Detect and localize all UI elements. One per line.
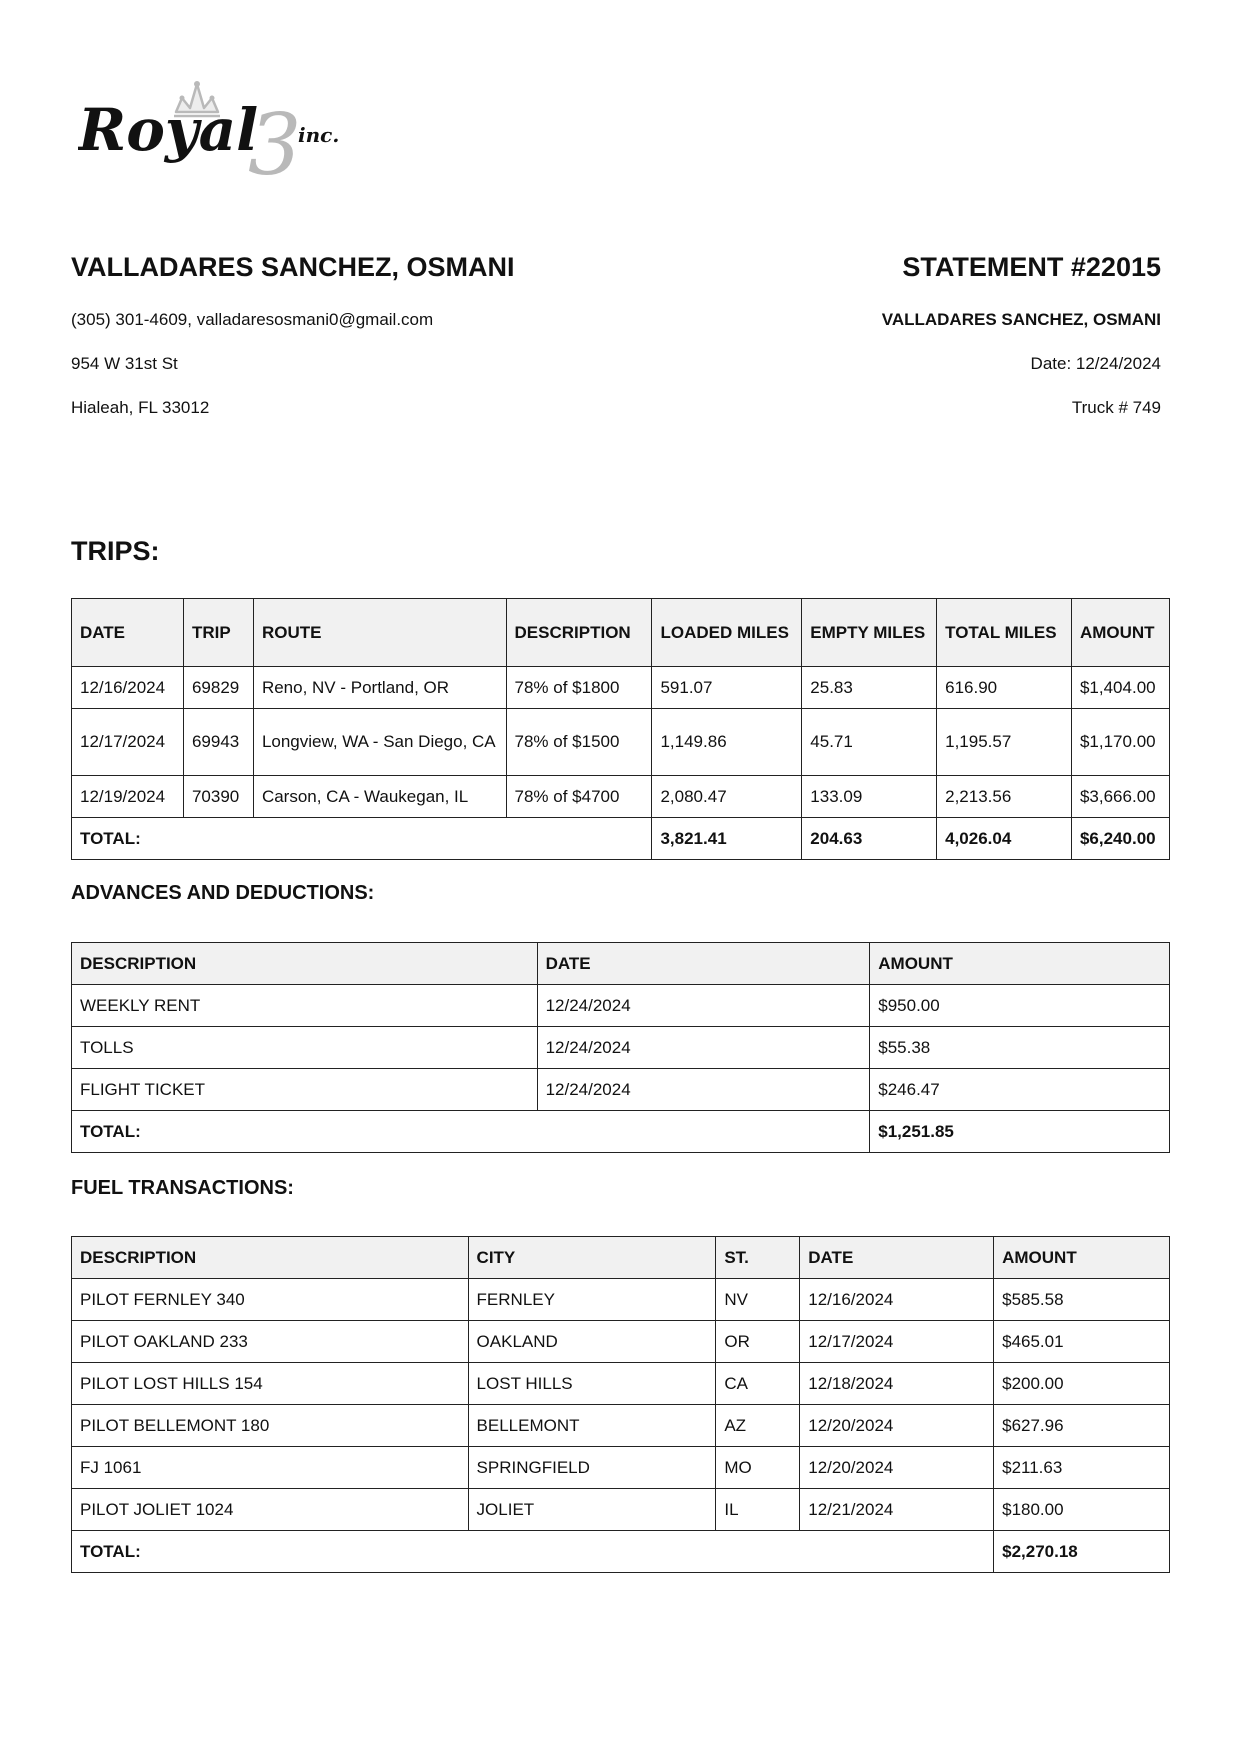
table-cell: 78% of $1800: [506, 667, 652, 709]
table-cell: OAKLAND: [468, 1321, 716, 1363]
table-cell: $1,170.00: [1071, 709, 1169, 776]
table-row: [72, 1321, 1170, 1363]
driver-info: [71, 250, 671, 417]
total-label: TOTAL:: [72, 1111, 870, 1153]
table-cell: PILOT OAKLAND 233: [72, 1321, 469, 1363]
table-row: [72, 1447, 1170, 1489]
table-header-row: [72, 1237, 1170, 1279]
table-row: [72, 985, 1170, 1027]
table-cell: $246.47: [870, 1069, 1170, 1111]
trips-title: TRIPS:: [71, 536, 160, 566]
table-cell: 69829: [183, 667, 253, 709]
table-cell: CA: [716, 1363, 800, 1405]
table-cell: SPRINGFIELD: [468, 1447, 716, 1489]
logo-numeral: 3: [248, 96, 302, 188]
table-cell: $627.96: [994, 1405, 1170, 1447]
table-cell: $3,666.00: [1071, 776, 1169, 818]
table-cell: 12/21/2024: [800, 1489, 994, 1531]
column-header: TRIP: [183, 599, 253, 667]
table-cell: AZ: [716, 1405, 800, 1447]
table-cell: $585.58: [994, 1279, 1170, 1321]
table-row: [72, 1279, 1170, 1321]
column-header: TOTAL MILES: [937, 599, 1072, 667]
table-header-row: [72, 943, 1170, 985]
table-cell: 12/20/2024: [800, 1405, 994, 1447]
driver-name: VALLADARES SANCHEZ, OSMANI: [71, 252, 515, 282]
table-row: [72, 667, 1170, 709]
table-cell: $465.01: [994, 1321, 1170, 1363]
total-row: [72, 1531, 1170, 1573]
statement-date: Date: 12/24/2024: [1030, 354, 1161, 373]
table-cell: 12/17/2024: [72, 709, 184, 776]
statement-truck: Truck # 749: [1071, 398, 1161, 417]
table-header-row: [72, 599, 1170, 667]
table-cell: BELLEMONT: [468, 1405, 716, 1447]
table-cell: 591.07: [652, 667, 802, 709]
table-cell: 12/19/2024: [72, 776, 184, 818]
table-cell: Longview, WA - San Diego, CA: [253, 709, 506, 776]
total-miles: 4,026.04: [937, 818, 1072, 860]
table-cell: WEEKLY RENT: [72, 985, 538, 1027]
table-cell: LOST HILLS: [468, 1363, 716, 1405]
table-cell: Reno, NV - Portland, OR: [253, 667, 506, 709]
table-cell: 2,080.47: [652, 776, 802, 818]
driver-city: Hialeah, FL 33012: [71, 398, 210, 417]
column-header: ROUTE: [253, 599, 506, 667]
table-cell: $950.00: [870, 985, 1170, 1027]
table-cell: $180.00: [994, 1489, 1170, 1531]
table-cell: 70390: [183, 776, 253, 818]
total-loaded-miles: 3,821.41: [652, 818, 802, 860]
table-cell: $200.00: [994, 1363, 1170, 1405]
advances-title: ADVANCES AND DEDUCTIONS:: [71, 882, 375, 904]
table-cell: PILOT FERNLEY 340: [72, 1279, 469, 1321]
table-cell: 12/24/2024: [537, 1069, 870, 1111]
table-cell: 25.83: [802, 667, 937, 709]
table-cell: 133.09: [802, 776, 937, 818]
statement-info: [661, 250, 1161, 417]
fuel-title: FUEL TRANSACTIONS:: [71, 1177, 294, 1199]
table-cell: MO: [716, 1447, 800, 1489]
trips-table: [71, 598, 1170, 860]
table-row: [72, 1363, 1170, 1405]
table-cell: $211.63: [994, 1447, 1170, 1489]
table-cell: 78% of $4700: [506, 776, 652, 818]
column-header: AMOUNT: [870, 943, 1170, 985]
column-header: LOADED MILES: [652, 599, 802, 667]
table-row: [72, 1027, 1170, 1069]
total-label: TOTAL:: [72, 818, 652, 860]
table-cell: 45.71: [802, 709, 937, 776]
column-header: EMPTY MILES: [802, 599, 937, 667]
total-row: [72, 1111, 1170, 1153]
table-row: [72, 776, 1170, 818]
table-cell: OR: [716, 1321, 800, 1363]
table-row: [72, 709, 1170, 776]
column-header: DESCRIPTION: [72, 1237, 469, 1279]
table-cell: FJ 1061: [72, 1447, 469, 1489]
royal3-logo-icon: [78, 78, 388, 188]
total-amount: $2,270.18: [994, 1531, 1170, 1573]
table-cell: 12/20/2024: [800, 1447, 994, 1489]
table-cell: 12/16/2024: [72, 667, 184, 709]
table-cell: PILOT JOLIET 1024: [72, 1489, 469, 1531]
table-cell: IL: [716, 1489, 800, 1531]
table-cell: JOLIET: [468, 1489, 716, 1531]
table-cell: FLIGHT TICKET: [72, 1069, 538, 1111]
table-cell: NV: [716, 1279, 800, 1321]
total-amount: $1,251.85: [870, 1111, 1170, 1153]
table-cell: Carson, CA - Waukegan, IL: [253, 776, 506, 818]
table-row: [72, 1405, 1170, 1447]
column-header: CITY: [468, 1237, 716, 1279]
total-row: [72, 818, 1170, 860]
fuel-table: [71, 1236, 1170, 1573]
statement-title: STATEMENT #22015: [902, 252, 1161, 282]
driver-street: 954 W 31st St: [71, 354, 178, 373]
statement-name: VALLADARES SANCHEZ, OSMANI: [881, 310, 1161, 329]
advances-table: [71, 942, 1170, 1153]
total-label: TOTAL:: [72, 1531, 994, 1573]
table-cell: 12/18/2024: [800, 1363, 994, 1405]
table-cell: PILOT LOST HILLS 154: [72, 1363, 469, 1405]
table-cell: 616.90: [937, 667, 1072, 709]
table-cell: FERNLEY: [468, 1279, 716, 1321]
table-cell: PILOT BELLEMONT 180: [72, 1405, 469, 1447]
column-header: DATE: [537, 943, 870, 985]
table-cell: 1,149.86: [652, 709, 802, 776]
table-cell: 12/17/2024: [800, 1321, 994, 1363]
driver-contact: (305) 301-4609, valladaresosmani0@gmail.com: [71, 310, 434, 329]
table-cell: $1,404.00: [1071, 667, 1169, 709]
table-cell: 12/24/2024: [537, 1027, 870, 1069]
table-cell: $55.38: [870, 1027, 1170, 1069]
column-header: AMOUNT: [1071, 599, 1169, 667]
table-cell: 69943: [183, 709, 253, 776]
company-logo: [78, 78, 388, 188]
table-row: [72, 1069, 1170, 1111]
column-header: DATE: [800, 1237, 994, 1279]
logo-wordmark: Royal: [78, 96, 259, 164]
table-cell: 12/16/2024: [800, 1279, 994, 1321]
column-header: DATE: [72, 599, 184, 667]
column-header: ST.: [716, 1237, 800, 1279]
table-cell: 2,213.56: [937, 776, 1072, 818]
table-cell: TOLLS: [72, 1027, 538, 1069]
total-empty-miles: 204.63: [802, 818, 937, 860]
total-amount: $6,240.00: [1071, 818, 1169, 860]
logo-suffix: inc.: [298, 123, 340, 147]
column-header: AMOUNT: [994, 1237, 1170, 1279]
column-header: DESCRIPTION: [506, 599, 652, 667]
table-row: [72, 1489, 1170, 1531]
column-header: DESCRIPTION: [72, 943, 538, 985]
table-cell: 78% of $1500: [506, 709, 652, 776]
table-cell: 1,195.57: [937, 709, 1072, 776]
table-cell: 12/24/2024: [537, 985, 870, 1027]
